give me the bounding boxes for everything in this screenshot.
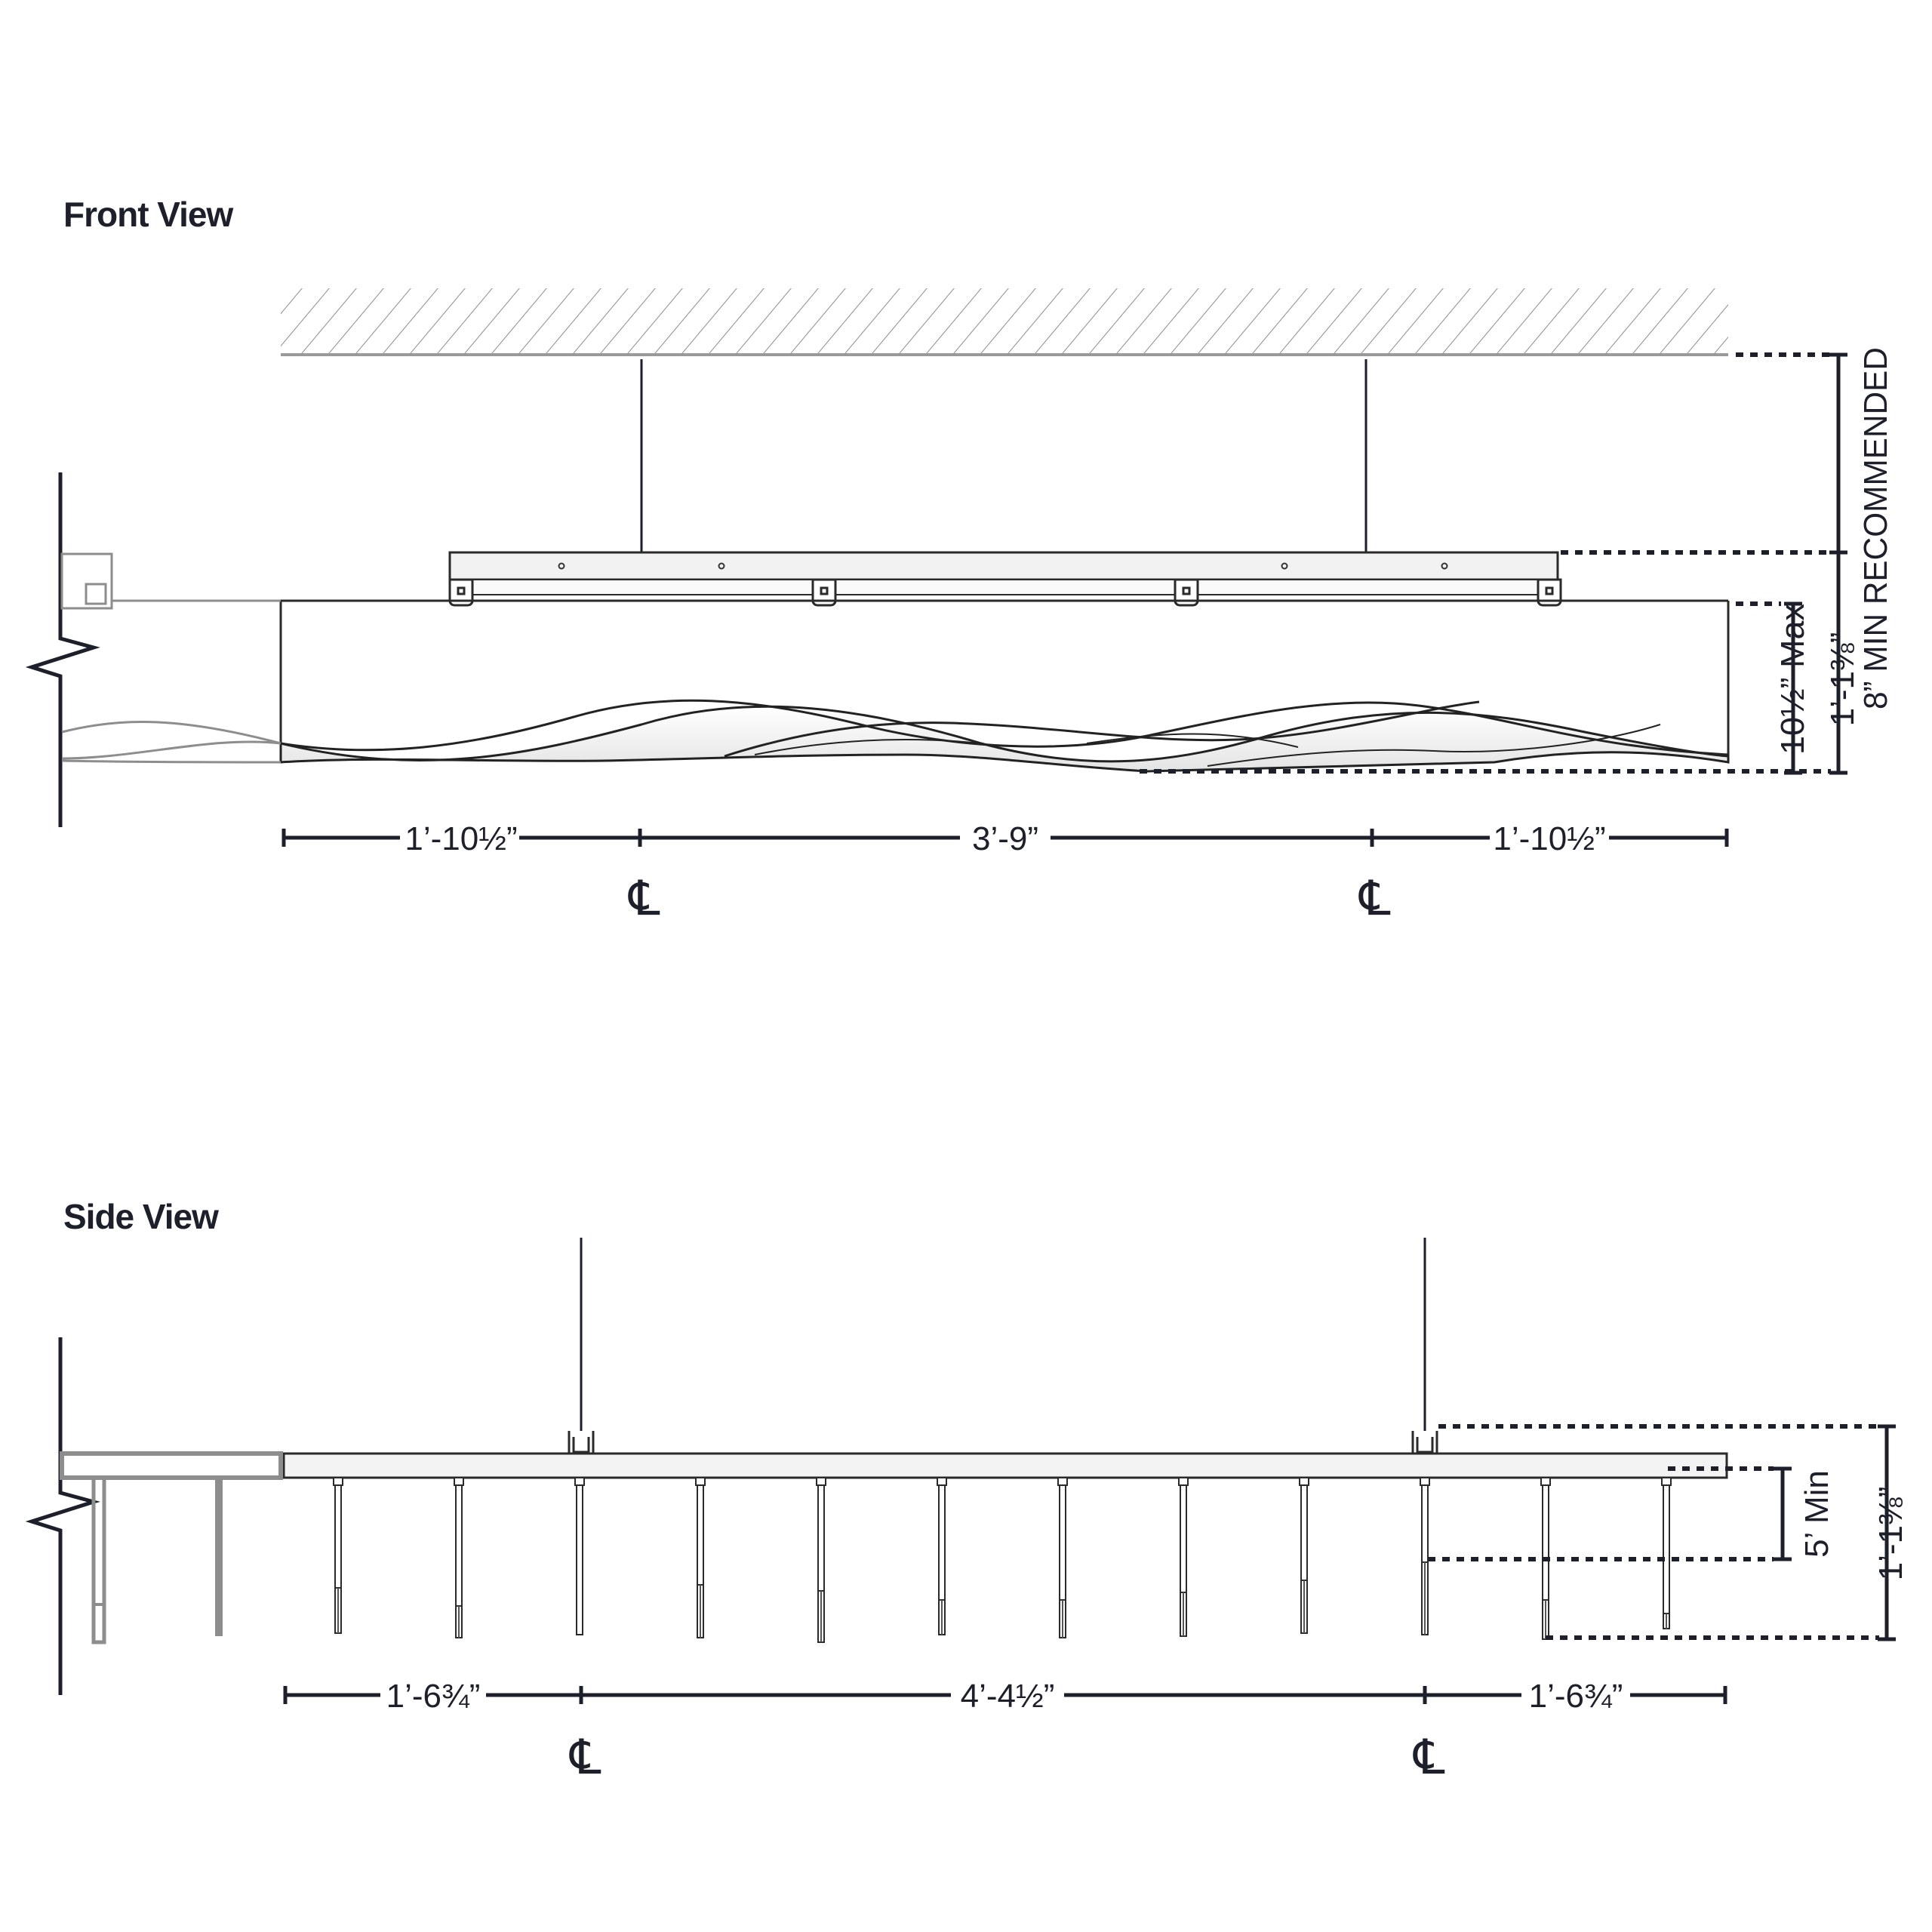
wall-break-side xyxy=(32,1337,281,1695)
side-dim-min: 5’ Min xyxy=(1798,1470,1835,1558)
front-dim-left: 1’-10½” xyxy=(405,820,518,857)
front-dim-right: 1’-10½” xyxy=(1493,820,1606,857)
blade-cap xyxy=(334,1478,343,1485)
centerline-symbol: ℄ xyxy=(1359,871,1391,925)
blade-cap xyxy=(817,1478,826,1485)
centerline-symbol: ℄ xyxy=(629,871,660,925)
side-view-title: Side View xyxy=(63,1197,218,1236)
ceiling xyxy=(281,288,1728,355)
side-dim-right: 1’-6¾” xyxy=(1528,1678,1623,1715)
side-dim-overall-height: 1’-1⅜” xyxy=(1872,1486,1909,1581)
front-dim-max: 10½” Max xyxy=(1774,607,1811,755)
fixture-blades xyxy=(334,1478,1671,1642)
blade-cap xyxy=(1179,1478,1188,1485)
front-dim-min-recommended: 8” MIN RECOMMENDED xyxy=(1857,333,1894,709)
side-view xyxy=(32,1197,1909,1784)
blade-cap xyxy=(1662,1478,1671,1485)
front-dim-center: 3’-9” xyxy=(971,820,1039,857)
mounting-rail xyxy=(284,1454,1727,1478)
front-view xyxy=(32,195,1894,925)
ribbon-waves xyxy=(281,700,1728,771)
mounting-rail xyxy=(450,552,1558,595)
centerline-symbol: ℄ xyxy=(570,1730,601,1784)
blade xyxy=(577,1478,583,1635)
blade-cap xyxy=(1300,1478,1309,1485)
blade-cap xyxy=(696,1478,705,1485)
blade-cap xyxy=(1420,1478,1429,1485)
side-dim-center: 4’-4½” xyxy=(960,1678,1055,1715)
front-dim-overall-height: 1’-1⅜” xyxy=(1824,632,1861,727)
blade-cap xyxy=(454,1478,463,1485)
blade-cap xyxy=(1058,1478,1067,1485)
blade-cap xyxy=(1541,1478,1550,1485)
centerline-symbol: ℄ xyxy=(1414,1730,1445,1784)
front-view-title: Front View xyxy=(63,195,233,234)
side-width-dimension xyxy=(285,1678,1725,1784)
wall-break-front xyxy=(32,472,281,827)
side-dim-left: 1’-6¾” xyxy=(386,1678,481,1715)
blade-cap xyxy=(937,1478,946,1485)
blade xyxy=(1663,1478,1669,1629)
rail-clips xyxy=(569,1431,1437,1454)
front-width-dimension xyxy=(284,820,1727,925)
blade-cap xyxy=(575,1478,584,1485)
